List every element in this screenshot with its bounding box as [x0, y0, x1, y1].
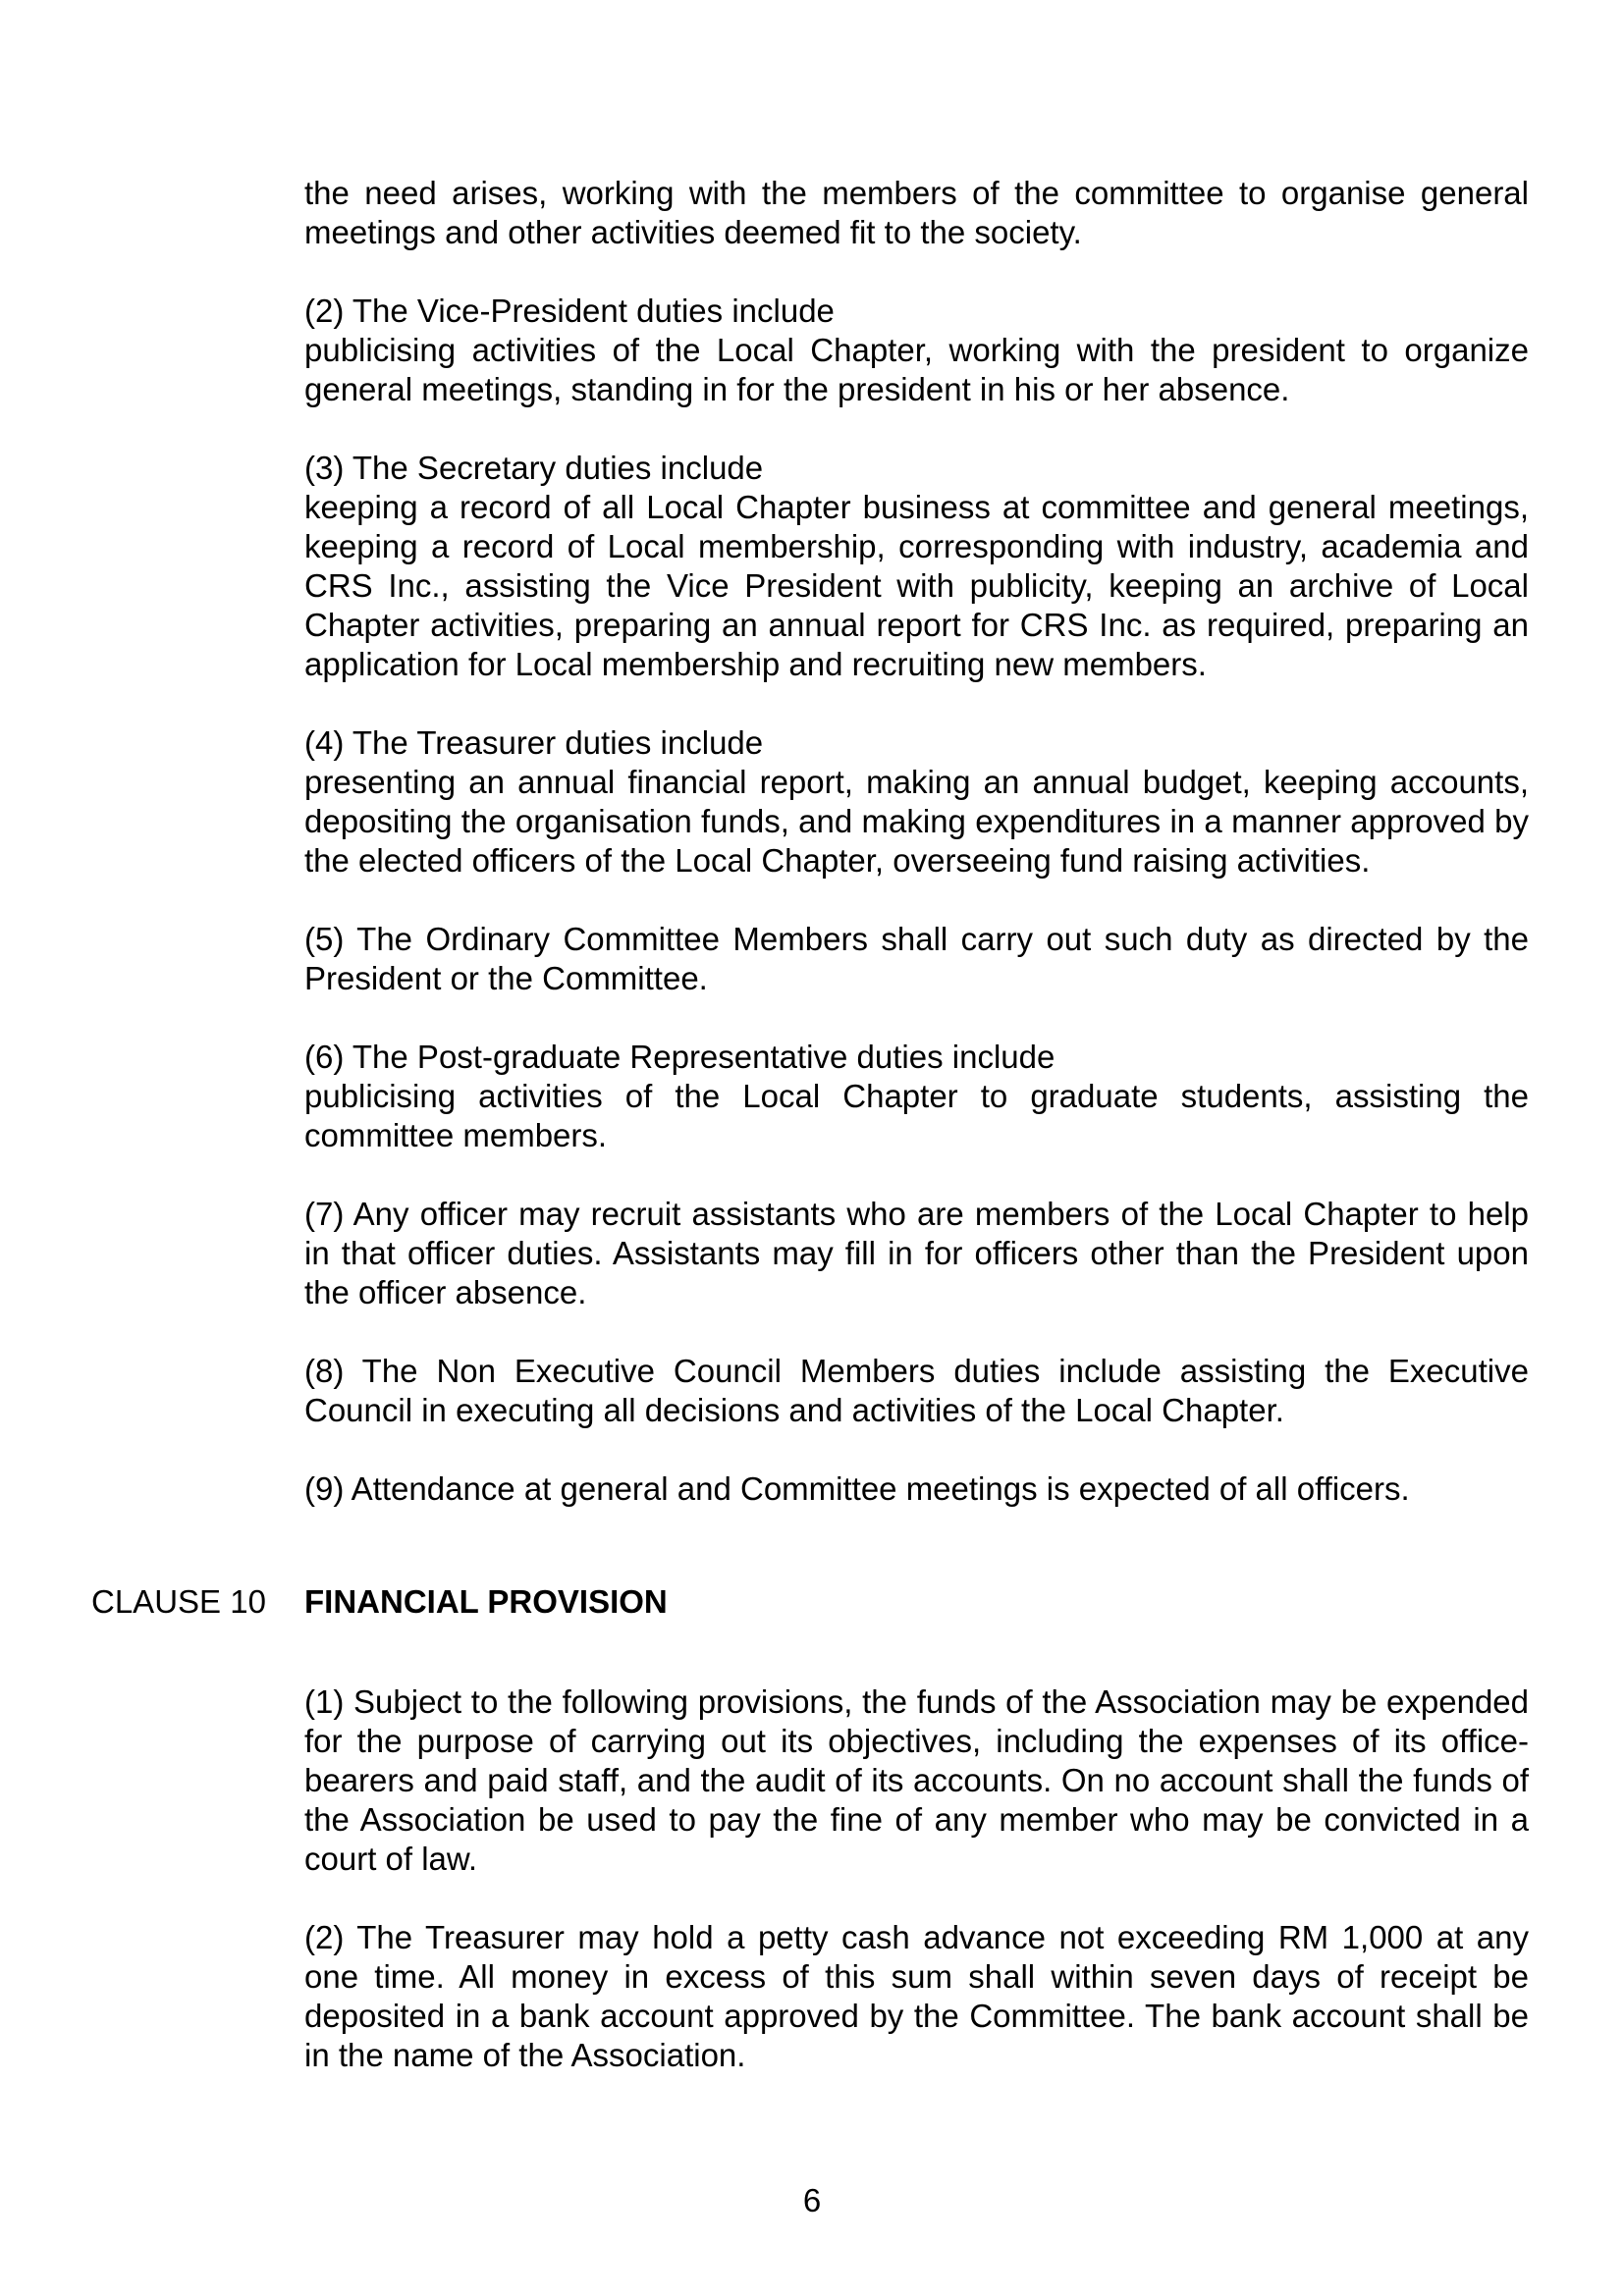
paragraph-4-body: presenting an annual financial report, making an annual budget, keeping accounts, depositing the organisation funds, and making expenditures in a manner approved by the elected officers of the Local Chapter, overseeing fund raising activities.: [304, 764, 1529, 879]
paragraph-3-header: (3) The Secretary duties include: [304, 450, 764, 486]
paragraph-6-body: publicising activities of the Local Chapter to graduate students, assisting the committee members.: [304, 1078, 1529, 1153]
paragraph-9: (9) Attendance at general and Committee meetings is expected of all officers.: [304, 1470, 1410, 1507]
paragraph-1-continuation: the need arises, working with the members of the committee to organise general meetings and other activities deemed fit to the society.: [304, 175, 1529, 250]
paragraph-6-header: (6) The Post-graduate Representative duties include: [304, 1039, 1056, 1075]
page-number: 6: [802, 2182, 822, 2218]
paragraph-3-body: keeping a record of all Local Chapter business at committee and general meetings, keeping a record of Local membership, corresponding with industry, academia and CRS Inc., assisting the Vice President with publicity, keeping an archive of Local Chapter activities, preparing an annual report for CRS Inc. as required, preparing an application for Local membership and recruiting new members.: [304, 489, 1529, 682]
paragraph-2-header: (2) The Vice-President duties include: [304, 293, 835, 329]
paragraph-7: (7) Any officer may recruit assistants who are members of the Local Chapter to help in that officer duties. Assistants may fill in for officers other than the President upon the officer absence.: [304, 1196, 1529, 1310]
paragraph-4: [304, 723, 1529, 881]
clause-10-heading: [91, 1548, 1529, 1643]
clause-10-paragraph-2: (2) The Treasurer may hold a petty cash advance not exceeding RM 1,000 at any one time. All money in excess of this sum shall within seven days of receipt be deposited in a bank account approved by the Committee. The bank account shall be in the name of the Association.: [304, 1919, 1529, 2073]
paragraph-2-body: publicising activities of the Local Chapter, working with the president to organize general meetings, standing in for the president in his or her absence.: [304, 332, 1529, 407]
paragraph-5: (5) The Ordinary Committee Members shall carry out such duty as directed by the President or the Committee.: [304, 921, 1529, 996]
clause-10-label: CLAUSE 10: [91, 1583, 266, 1620]
paragraph-4-header: (4) The Treasurer duties include: [304, 724, 764, 761]
paragraph-2: [304, 292, 1529, 409]
paragraph-3: [304, 449, 1529, 684]
paragraph-6: [304, 1038, 1529, 1155]
page-body: [91, 174, 1529, 2114]
clause-10-paragraph-1: (1) Subject to the following provisions, the funds of the Association may be expended for the purpose of carrying out its objectives, including the expenses of its office-bearers and paid staff, and the audit of its accounts. On no account shall the funds of the Association be used to pay the fine of any member who may be convicted in a court of law.: [304, 1683, 1529, 1877]
paragraph-8: (8) The Non Executive Council Members duties include assisting the Executive Council in executing all decisions and activities of the Local Chapter.: [304, 1353, 1529, 1428]
clause-10-title: FINANCIAL PROVISION: [304, 1583, 668, 1620]
